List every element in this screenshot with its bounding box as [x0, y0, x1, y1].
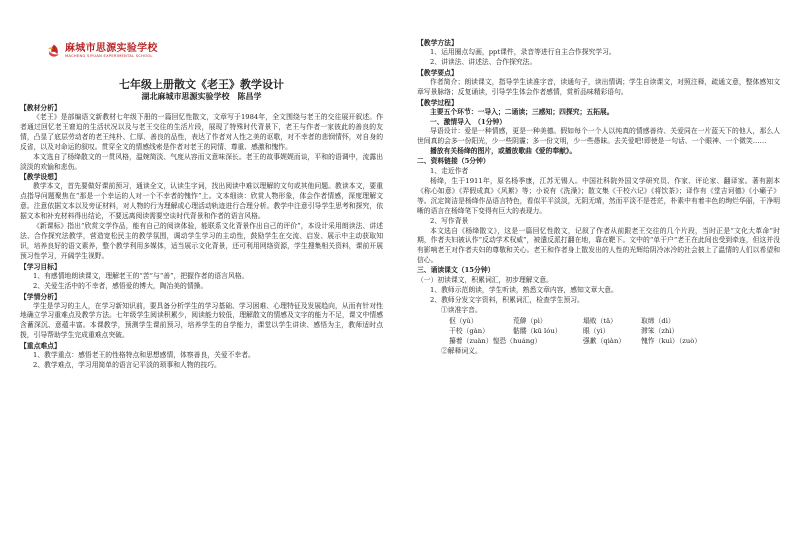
vocab-item: 荒僻（pì） [513, 316, 547, 325]
step1-paragraph: 导语设计：爱是一种情感，更是一种美德。假如每个一个人以纯真的情感善待、关爱同在一片蓝天下的他人，那么人世间真的会多一份阳光，少一些阴霾；多一份文明，少一些愚昧。去关爱吧!即使是一句话、一个眼神、一个微笑…… [417, 127, 780, 146]
school-emblem-icon [46, 43, 62, 59]
section-material-heading: 【教材分析】 [20, 104, 61, 112]
material-paragraph-1: 《老王》是部编语文新教材七年级下册的一篇回忆性散文，文章写于1984年，全文围绕与老王的交往展开叙述。作者通过回忆老王窘迫的生活状况以及与老王交往的生活片段，展现了特殊时代背景下，老王与作者一家彼此的善良的友情，凸显了底层劳动者的老王纯朴、仁厚、善良的品性，表达了作者对人性之美的讴歌，对不幸者的悲悯情怀，对自身的反省，以及对命运的叙叹。贯穿全文的情感线索是作者对老王的同情、尊重、感激和愧怍。 [20, 113, 383, 151]
section-process-heading: 【教学过程】 [417, 98, 458, 107]
vocab-item: 取缔（dì） [641, 316, 675, 325]
vocab-item: 滞笨（zhì） [641, 327, 679, 336]
section-philosophy-heading: 【教学设想】 [20, 173, 61, 182]
section-goals-heading: 【学习目标】 [20, 262, 61, 271]
doc-author: 湖北麻城市思源实验学校 陈昌学 [141, 92, 262, 101]
section-essentials-heading: 【教学要点】 [417, 68, 458, 77]
vocab-item: 干校（gàn） [449, 327, 489, 336]
vocab-item: 攥着（zuàn）惶恐（huáng） [449, 337, 542, 346]
vocab-item: 眼（yì） [583, 327, 610, 336]
read-item-2: 1、教师示范朗读，学生听读，熟悉文章内容，感知文章大意。 [430, 285, 618, 294]
vocab-item: 塌败（tā） [583, 316, 617, 325]
material-paragraph-2: 本文选自了杨绛散文的一贯风格，温婉简淡、气度从容而文意味深长。老王的故事娓娓而谈，平和的语调中，流露出淡淡的欢愉和悲伤。 [20, 152, 383, 171]
school-name-en: MACHENG SIYUAN EXPERIMENTAL SCHOOL [65, 54, 153, 58]
step1-note: 播放有关杨绛的图片，或播放歌曲《爱的奉献》。 [430, 147, 577, 156]
goal-item-1: 1、有感情地朗读课文，理解老王的“苦”与“善”，把握作者的语言风格。 [33, 271, 249, 280]
author-intro-paragraph: 杨绛，生于1911年，原名杨季康，江苏无锡人。中国社科院外国文学研究员、作家、评论家、翻译家。著有剧本《称心如意》《弄假成真》《风絮》等；小说有《洗澡》；散文集《干校六记》《将饮茶》；译作有《堂吉诃德》《小癞子》等。沉定简洁是杨绛作品语言特色，看似平平淡淡，无阴无晴，然而平淡不是苍茫，朴素中有着丰色的绚烂华丽，干净明晰的语言在杨绛笔下变得有巨大的表现力。 [417, 176, 780, 215]
section-students-heading: 【学情分析】 [20, 292, 61, 301]
read-sub-1: ①读准字音。 [441, 305, 482, 314]
school-logo [46, 43, 158, 59]
step2-heading: 二、资料链接（5分钟） [417, 157, 490, 166]
right-page [397, 0, 794, 550]
vocab-item: 强歉（qiàn） [583, 337, 626, 346]
goal-item-2: 2、关爱生活中的不幸者，感悟爱的博大，陶冶美的情操。 [33, 281, 208, 290]
read-item-1: （一）初读课文，积累词汇，初步理解文意。 [417, 276, 553, 285]
school-name-cn: 麻城市思源实验学校 [65, 43, 158, 54]
background-paragraph: 本文选自《杨绛散文》，这是一篇回忆性散文，记叙了作者从前跟老王交往的几个片段，当时正是“文化大革命”时期，作者夫妇被认作“反动学术权威”，被遣反派打翻在地，靠在靶下。文中的“单干户”老王在此间也受到牵连，但这并没有影响老王对作者夫妇的尊敬和关心。老王和作者身上散发出的人性的光辉给阴冷冰冷的社会披上了温情的人们以希望和信心。 [417, 226, 780, 265]
key-item-1: 1、教学重点：感悟老王的性格特点和思想感情，体察善良，关爱不幸者。 [33, 351, 255, 360]
philosophy-paragraph-1: 教学本文，首先要做好课前预习，通读全文，认读生字词，找出阅读中难以理解的文句或其他问题。教读本文，要重点指导问题聚焦在“那是一个幸运的人对一个不幸者的愧怍”上。文本细读：欣赏人物形象，体会作者情感，深度理解文意。注意依据文本以及旁证材料，对人物的行为理解或心理活动轨迹进行合理分析。教学中注意引导学生思考和探究，依据文本和补充材料得出结论，不要远离阅读需要空谈时代背景和作者的语言风格。 [20, 182, 383, 221]
vocab-list [449, 316, 780, 347]
process-overview: 主要五个环节：一导入；二诵读；三感知；四探究；五拓展。 [430, 107, 614, 116]
students-paragraph: 学生是学习的主人，在学习新知识前，要具备分析学生的学习基础、学习困难、心理特征及发展趋向，从而有针对性地确立学习重难点及教学方法。七年级学生阅读积累少，阅读能力较低，理解散文的情感及文字的能力不足，课文中情感含蓄深沉、意蕴丰富。本课教学，预测学生课前预习，培养学生的自学能力，课堂以学生讲读、感悟为主，教师适时点拨，引导帮助学生完成重难点突破。 [20, 301, 383, 340]
read-item-3: 2、教师分发文字资料，积累词汇，检查学生预习。 [430, 295, 584, 304]
step1-heading: 一、激情导入 （1分钟） [430, 117, 507, 126]
read-sub-2: ②解释词义。 [441, 346, 482, 355]
step3-heading: 三、诵读课文（15分钟） [417, 266, 495, 275]
method-item-2: 2、讲读法、讲述法、合作探究法。 [430, 57, 537, 66]
section-key-heading: 【重点难点】 [20, 342, 61, 351]
section-methods-heading: 【教学方法】 [417, 39, 458, 47]
essentials-paragraph: 作者简介；朗读课文，指导学生读准字音，读通句子，读出情调；学生自读课文，对照注释，疏通文意，整体感知文章写景脉络；反复诵读，引导学生体会作者感情，赏析品味精彩语句。 [417, 77, 780, 96]
vocab-item: 伛（yǔ） [449, 316, 478, 325]
philosophy-paragraph-2: 《新课标》指出“欣赏文学作品，能有自己的阅读体验，能联系文化背景作出自己的评价”，本设计采用朗读法、讲述法、合作探究法教学，营造宽松民主的教学氛围，调动学生学习的主动性，鼓励学生在交流、启发、展示中主动获取知识，培养良好的语文素养，整个教学利用多媒体，适当展示文化背景，还可利用网络资源，学生搜集相关资料，课前开展预习性学习，开阔学生视野。 [20, 222, 383, 260]
vocab-item: 骷髅（kū lóu） [513, 327, 562, 336]
method-item-1: 1、运用圈点勾画，ppt课件，录音等进行自主合作探究学习。 [430, 48, 616, 56]
key-item-2: 2、教学难点，学习用简单的语言记平淡的琐事和人物的技巧。 [33, 361, 221, 370]
vocab-item: 愧怍（kuì）（zuò） [641, 337, 702, 346]
background-heading: 2、写作背景 [430, 216, 469, 225]
doc-title: 七年级上册散文《老王》教学设计 [119, 78, 284, 91]
author-intro-heading: 1、走近作者 [430, 167, 469, 176]
